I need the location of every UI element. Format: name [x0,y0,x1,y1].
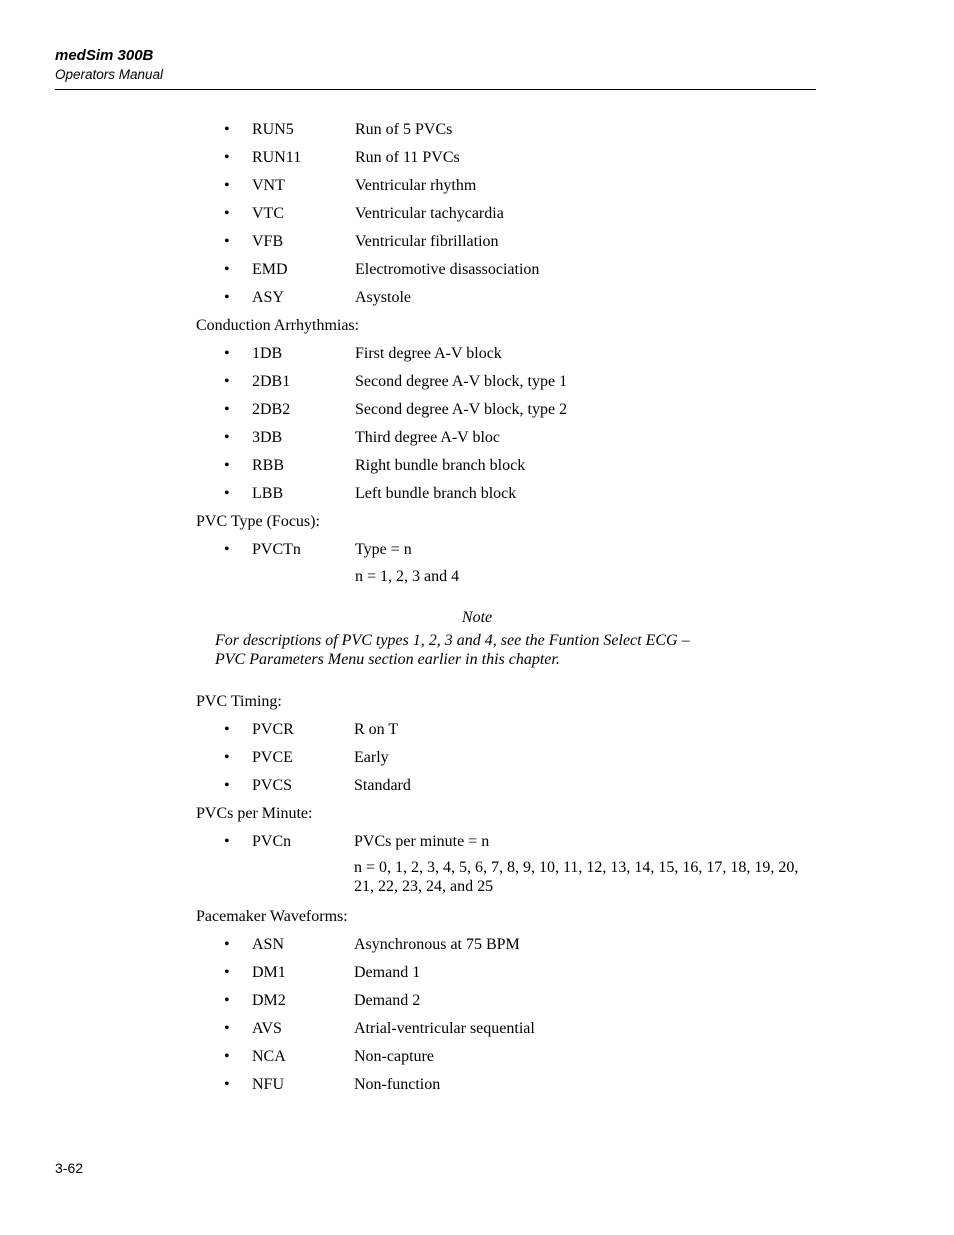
section-heading-text: PVC Timing: [196,693,282,710]
item-code: RBB [252,457,285,474]
list-item [0,774,954,802]
bullet: • [224,373,230,390]
bullet: • [224,777,230,794]
item-description: Run of 11 PVCs [355,149,460,166]
page-number: 3-62 [55,1160,84,1176]
item-description: PVCs per minute = n [354,833,490,850]
item-description: Electromotive disassociation [355,261,540,278]
item-description: Early [354,749,389,766]
list-item [0,202,954,230]
item-code: PVCS [252,777,293,794]
list-item [0,989,954,1017]
list-item [0,1073,954,1101]
list-item [0,933,954,961]
item-code: 1DB [252,345,283,362]
item-description: Demand 2 [354,992,421,1009]
item-code: NCA [252,1048,286,1065]
item-code: VTC [252,205,284,222]
list-item [0,1045,954,1073]
item-code: AVS [252,1020,282,1037]
item-code: PVCR [252,721,294,738]
list-item [0,830,954,858]
bullet: • [224,541,230,558]
bullet: • [224,261,230,278]
list-item [0,718,954,746]
section-heading-text: Conduction Arrhythmias: [196,317,360,334]
item-description: Ventricular fibrillation [355,233,499,250]
bullet: • [224,149,230,166]
list-item [0,398,954,426]
bullet: • [224,345,230,362]
list-item [0,746,954,774]
bullet: • [224,1020,230,1037]
bullet: • [224,205,230,222]
item-description: Third degree A-V bloc [355,429,500,446]
item-code: VFB [252,233,284,250]
bullet: • [224,1048,230,1065]
item-code: 2DB2 [252,401,291,418]
bullet: • [224,833,230,850]
list-item [0,258,954,286]
item-description: Ventricular tachycardia [355,205,504,222]
bullet: • [224,721,230,738]
page-content [0,118,954,1101]
item-description: Right bundle branch block [355,457,526,474]
item-detail-text: n = 1, 2, 3 and 4 [355,568,460,585]
section-heading-conduction [0,314,954,342]
list-item [0,286,954,314]
section-heading-text: PVCs per Minute: [196,805,313,822]
item-code: 2DB1 [252,373,291,390]
item-description: Non-function [354,1076,441,1093]
item-code: PVCTn [252,541,301,558]
item-code: ASY [252,289,285,306]
item-code: DM1 [252,964,286,981]
list-item [0,482,954,510]
bullet: • [224,485,230,502]
list-item [0,538,954,566]
section-heading-pvc-timing [0,690,954,718]
bullet: • [224,121,230,138]
item-description: Type = n [355,541,412,558]
item-code: ASN [252,936,285,953]
bullet: • [224,233,230,250]
bullet: • [224,457,230,474]
item-description: Ventricular rhythm [355,177,477,194]
bullet: • [224,964,230,981]
list-item [0,146,954,174]
item-detail [0,858,954,905]
list-item [0,454,954,482]
item-code: DM2 [252,992,286,1009]
bullet: • [224,749,230,766]
bullet: • [224,1076,230,1093]
item-description: First degree A-V block [355,345,502,362]
section-heading-pacemaker [0,905,954,933]
item-code: VNT [252,177,285,194]
list-item [0,230,954,258]
note-block [0,596,954,690]
note-text: For descriptions of PVC types 1, 2, 3 and 4, see the Funtion Select ECG – PVC Parameters Menu section earlier in this chapter. [215,632,690,668]
item-description: Demand 1 [354,964,421,981]
item-description: Second degree A-V block, type 2 [355,401,568,418]
item-code: 3DB [252,429,283,446]
list-item [0,1017,954,1045]
item-detail [0,566,954,596]
bullet: • [224,992,230,1009]
list-item [0,961,954,989]
item-code: RUN11 [252,149,302,166]
manual-title: medSim 300B [55,47,154,64]
section-heading-text: PVC Type (Focus): [196,513,320,530]
item-description: Non-capture [354,1048,434,1065]
item-description: Second degree A-V block, type 1 [355,373,568,390]
bullet: • [224,429,230,446]
list-item [0,342,954,370]
item-code: PVCn [252,833,292,850]
section-heading-pvcs-per-minute [0,802,954,830]
bullet: • [224,401,230,418]
manual-subtitle: Operators Manual [55,67,164,82]
item-code: RUN5 [252,121,294,138]
bullet: • [224,177,230,194]
list-item [0,370,954,398]
item-description: Run of 5 PVCs [355,121,453,138]
item-description: Asynchronous at 75 BPM [354,936,520,953]
section-heading-pvc-type [0,510,954,538]
item-description: Atrial-ventricular sequential [354,1020,535,1037]
bullet: • [224,289,230,306]
item-code: PVCE [252,749,293,766]
list-item [0,118,954,146]
item-detail-text: n = 0, 1, 2, 3, 4, 5, 6, 7, 8, 9, 10, 11, 12, 13, 14, 15, 16, 17, 18, 19, 20, 21, 22, 23, 24, and 25 [354,859,799,895]
item-description: Standard [354,777,411,794]
bullet: • [224,936,230,953]
note-title: Note [461,609,493,626]
item-description: R on T [354,721,399,738]
item-code: EMD [252,261,288,278]
section-heading-text: Pacemaker Waveforms: [196,908,348,925]
item-code: NFU [252,1076,285,1093]
page-header [55,46,816,90]
item-description: Left bundle branch block [355,485,517,502]
item-code: LBB [252,485,284,502]
item-description: Asystole [355,289,411,306]
list-item [0,174,954,202]
list-item [0,426,954,454]
